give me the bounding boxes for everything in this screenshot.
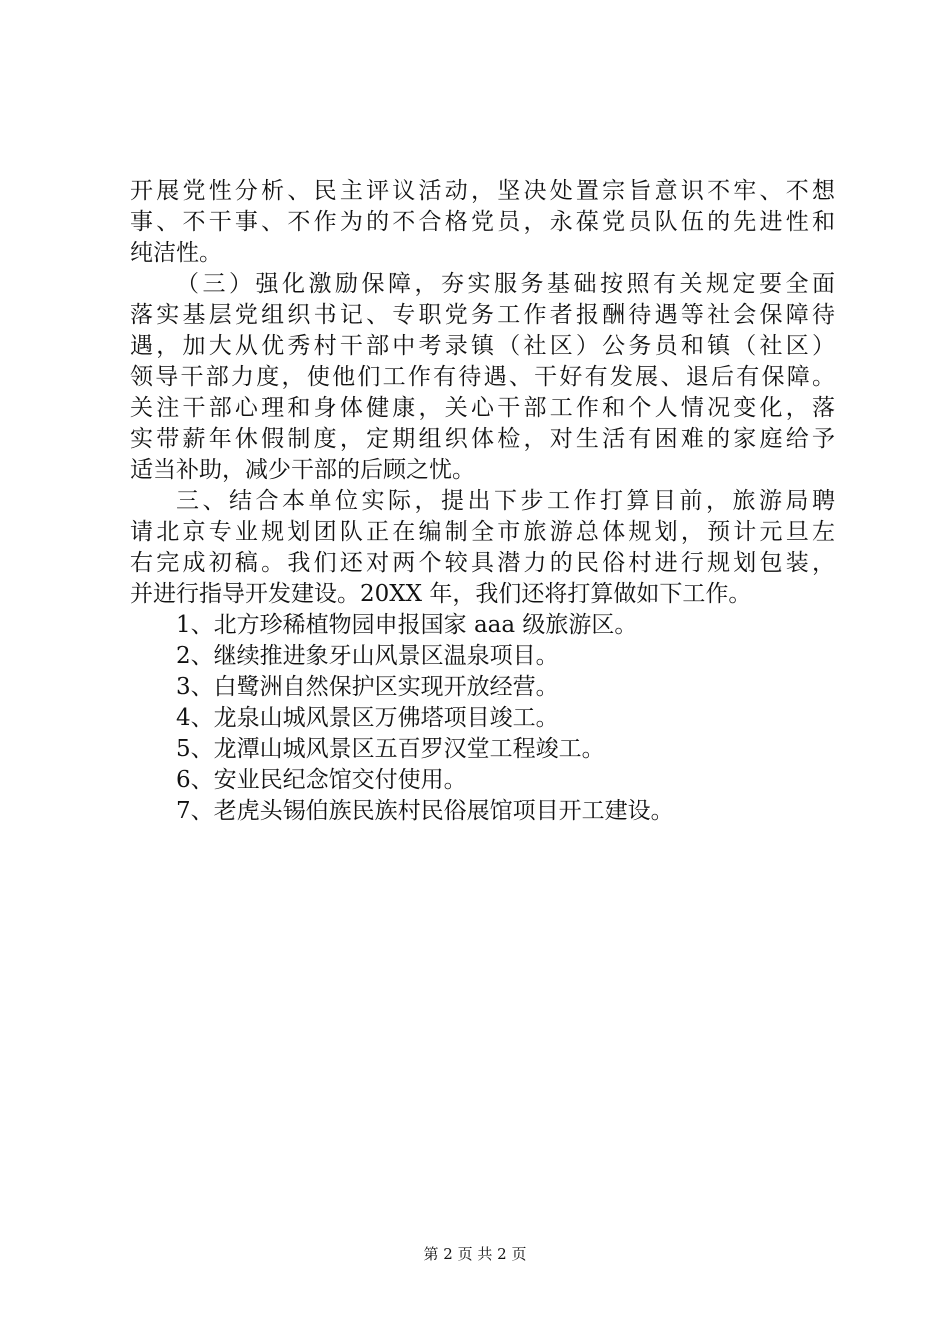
text-line: 领导干部力度，使他们工作有待遇、干好有发展、退后有保障。 <box>130 364 835 390</box>
list-item: 5、龙潭山城风景区五百罗汉堂工程竣工。 <box>176 736 605 762</box>
text-line: 请北京专业规划团队正在编制全市旅游总体规划，预计元旦左 <box>130 519 835 545</box>
text-line: 事、不干事、不作为的不合格党员，永葆党员队伍的先进性和 <box>130 209 835 235</box>
text-line: 遇，加大从优秀村干部中考录镇（社区）公务员和镇（社区） <box>130 333 835 359</box>
text-line: 开展党性分析、民主评议活动，坚决处置宗旨意识不牢、不想 <box>130 178 835 204</box>
work-plan-list <box>130 610 835 827</box>
list-item: 1、北方珍稀植物园申报国家 aaa 级旅游区。 <box>176 612 638 638</box>
paragraph-incentive <box>130 269 835 486</box>
text-line: 纯洁性。 <box>130 240 222 266</box>
page-footer: 第 2 页 共 2 页 <box>423 1245 527 1263</box>
text-line: 关注干部心理和身体健康，关心干部工作和个人情况变化，落 <box>130 395 835 421</box>
list-item: 6、安业民纪念馆交付使用。 <box>176 767 467 793</box>
text-line: 并进行指导开发建设。20XX 年，我们还将打算做如下工作。 <box>130 581 752 607</box>
document-body <box>130 176 835 827</box>
text-line: 落实基层党组织书记、专职党务工作者报酬待遇等社会保障待 <box>130 302 835 328</box>
list-item: 3、白鹭洲自然保护区实现开放经营。 <box>176 674 559 700</box>
paragraph-continued <box>130 176 835 269</box>
paragraph-plan <box>130 486 835 610</box>
list-item: 2、继续推进象牙山风景区温泉项目。 <box>176 643 559 669</box>
text-line: （三）强化激励保障，夯实服务基础按照有关规定要全面 <box>176 271 835 297</box>
list-item: 7、老虎头锡伯族民族村民俗展馆项目开工建设。 <box>176 798 674 824</box>
text-line: 实带薪年休假制度，定期组织体检，对生活有困难的家庭给予 <box>130 426 835 452</box>
text-line: 三、结合本单位实际，提出下步工作打算目前，旅游局聘 <box>176 488 835 514</box>
text-line: 适当补助，减少干部的后顾之忧。 <box>130 457 475 483</box>
text-line: 右完成初稿。我们还对两个较具潜力的民俗村进行规划包装， <box>130 550 835 576</box>
list-item: 4、龙泉山城风景区万佛塔项目竣工。 <box>176 705 559 731</box>
